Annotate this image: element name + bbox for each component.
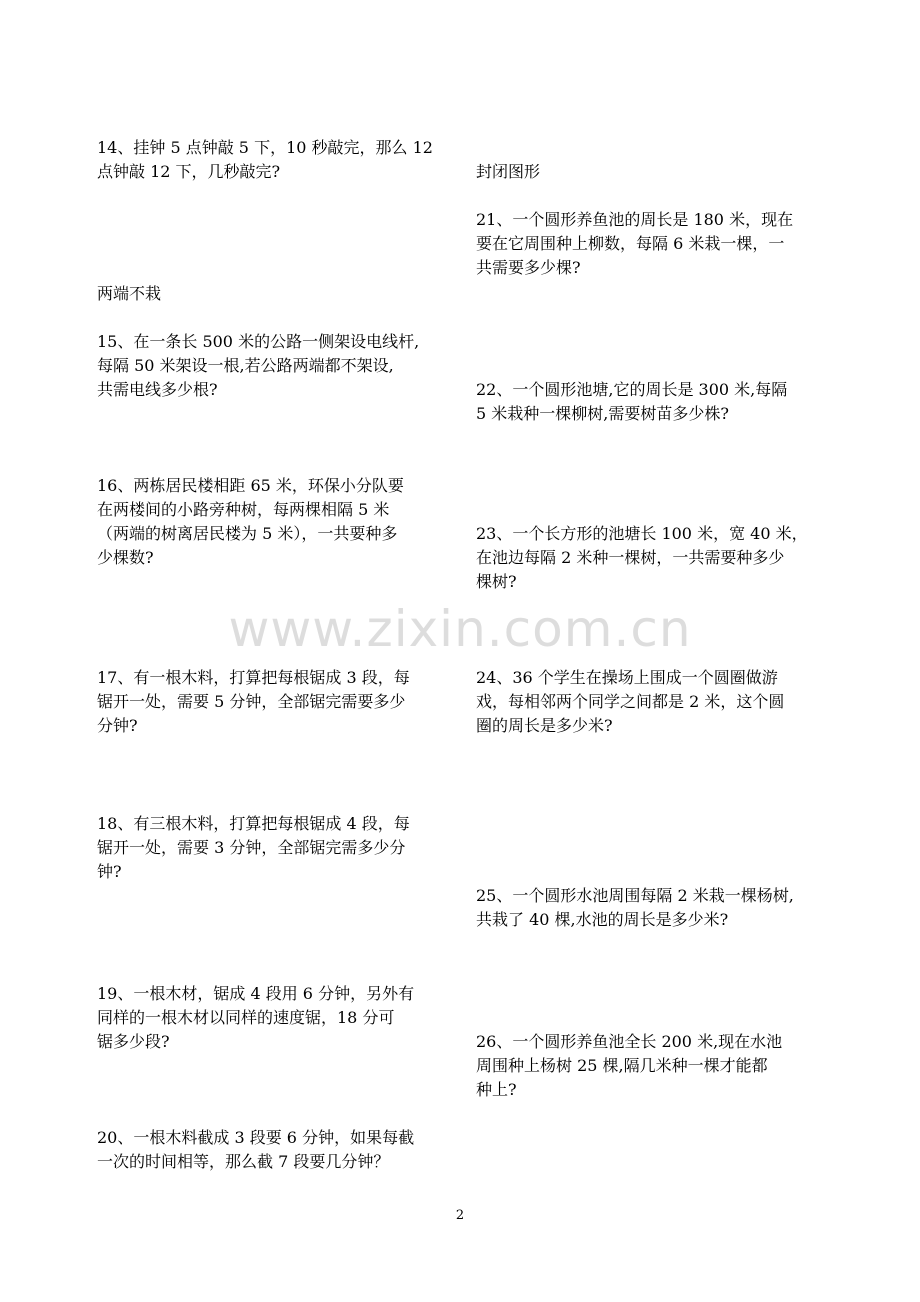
question-21: 21、一个圆形养鱼池的周长是 180 米，现在 要在它周围种上柳数，每隔 6 米栽一棵，一 共需要多少棵? [476,210,794,277]
question-22: 22、一个圆形池塘,它的周长是 300 米,每隔 5 米栽种一棵柳树,需要树苗多少株? [476,380,788,423]
question-14: 14、挂钟 5 点钟敲 5 下，10 秒敲完，那么 12 点钟敲 12 下，几秒敲完? [97,138,433,181]
page-number: 2 [455,1208,465,1223]
question-20: 20、一根木料截成 3 段要 6 分钟，如果每截 一次的时间相等，那么截 7 段要几分钟？ [97,1128,415,1171]
section-heading-both-ends: 两端不栽 [97,284,162,303]
question-15: 15、在一条长 500 米的公路一侧架设电线杆, 每隔 50 米架设一根,若公路两端都不架设, 共需电线多少根? [97,332,420,399]
question-25: 25、一个圆形水池周围每隔 2 米栽一棵杨树, 共栽了 40 棵,水池的周长是多少米? [476,886,794,929]
question-23: 23、一个长方形的池塘长 100 米，宽 40 米， 在池边每隔 2 米种一棵树，一共需要种多少 棵树? [476,524,808,591]
question-18: 18、有三根木料，打算把每根锯成 4 段，每 锯开一处，需要 3 分钟，全部锯完需多少分 钟? [97,814,410,881]
question-26: 26、一个圆形养鱼池全长 200 米,现在水池 周围种上杨树 25 棵,隔几米种一棵才能都 种上? [476,1032,783,1099]
watermark-text: www.zixin.com.cn [228,600,692,658]
section-heading-closed-shape: 封闭图形 [476,162,541,181]
question-17: 17、有一根木料，打算把每根锯成 3 段，每 锯开一处，需要 5 分钟，全部锯完需要多少 分钟? [97,668,410,735]
question-16: 16、两栋居民楼相距 65 米，环保小分队要 在两楼间的小路旁种树，每两棵相隔 5 米 （两端的树离居民楼为 5 米），一共要种多 少棵数? [97,476,404,567]
question-24: 24、36 个学生在操场上围成一个圆圈做游 戏，每相邻两个同学之间都是 2 米，这个圆 圈的周长是多少米? [476,668,785,735]
question-19: 19、一根木材，锯成 4 段用 6 分钟，另外有 同样的一根木材以同样的速度锯，18 分可 锯多少段? [97,984,415,1051]
